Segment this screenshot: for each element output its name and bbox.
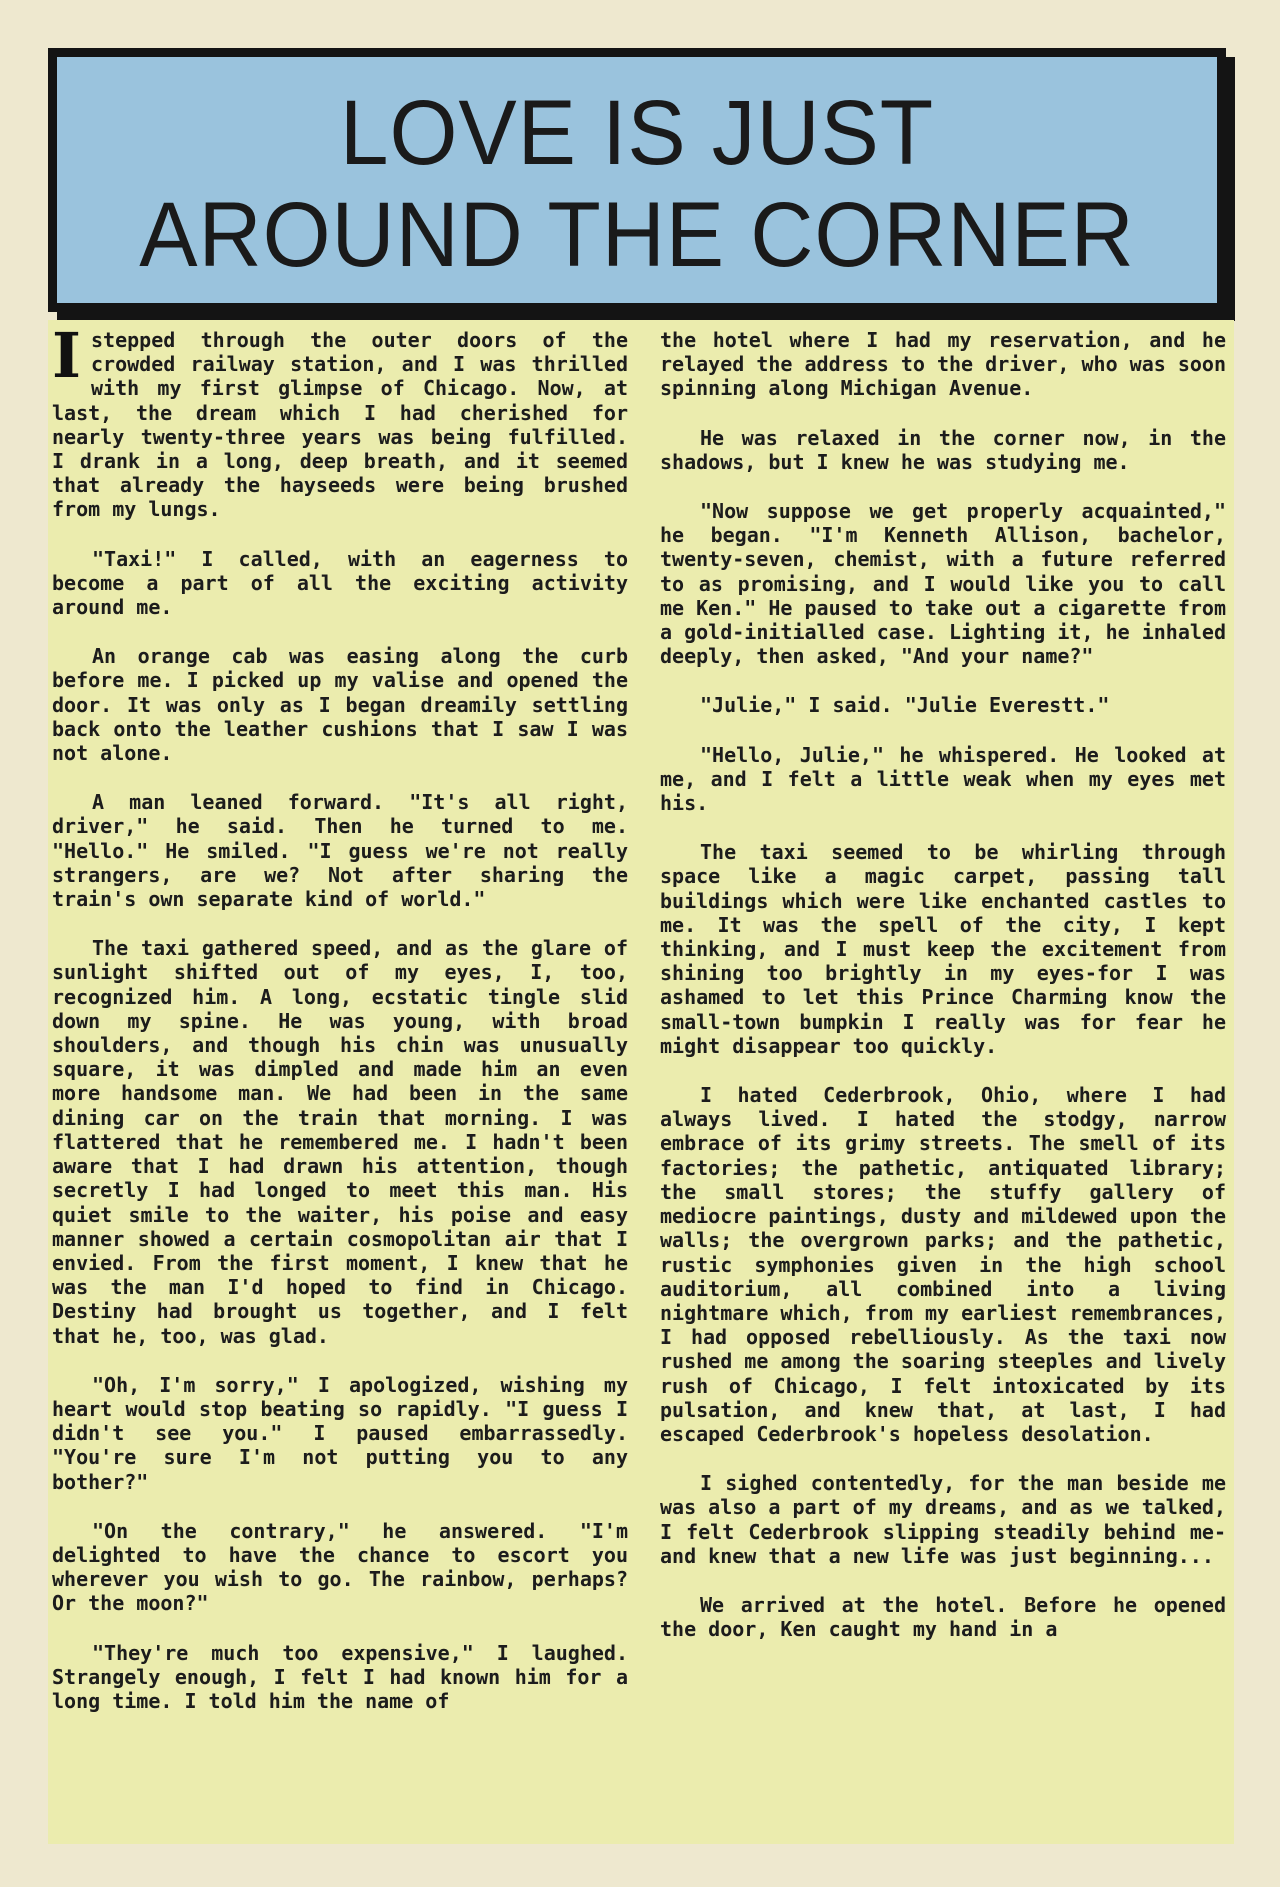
story-column-left — [52, 319, 628, 1738]
paragraph-text: stepped through the outer doors of the crowded railway station, and I was thrilled with my first glimpse of Chicago. Now, at last, the dream which I had cherished for nearly twenty-three years was being fulfilled. I drank in a long, deep breath, and it seemed that already the hayseeds were being brushed from my lungs. — [52, 328, 628, 522]
story-paragraph: He was relaxed in the corner now, in the shadows, but I knew he was studying me. — [660, 425, 1226, 474]
story-paragraph: the hotel where I had my reservation, and he relayed the address to the driver, who was soon spinning along Michigan Avenue. — [660, 328, 1226, 401]
story-paragraph: The taxi seemed to be whirling through space like a magic carpet, passing tall buildings which were like enchanted castles to me. It was the spell of the city, I kept thinking, and I must keep the excitement from shining too brightly in my eyes-for I was ashamed to let this Prince Charming know the small-town bumpkin I really was for fear he might disappear too quickly. — [660, 840, 1226, 1058]
story-paragraph: "Julie," I said. "Julie Everestt." — [700, 693, 1110, 718]
story-paragraph: The taxi gathered speed, and as the glare of sunlight shifted out of my eyes, I, too, recognized him. A long, ecstatic tingle slid down my spine. He was young, with broad shoulders, and though his chin was unusually square, it was dimpled and made him an even more handsome man. We had been in the same dining car on the train that morning. I was flattered that he remembered me. I hadn't been aware that I had drawn his attention, though secretly I had longed to meet this man. His quiet smile to the waiter, his poise and easy manner showed a certain cosmopolitan air that I envied. From the first moment, I knew that he was the man I'd hoped to find in Chicago. Destiny had brought us together, and I felt that he, too, was glad. — [52, 936, 628, 1348]
story-paragraph — [52, 319, 628, 522]
story-paragraph: A man leaned forward. "It's all right, driver," he said. Then he turned to me. "Hello." He smiled. "I guess we're not really strangers, are we? Not after sharing the train's own separate kind of world." — [52, 790, 628, 912]
story-paragraph: "Now suppose we get properly acquainted," he began. "I'm Kenneth Allison, bachelor, twenty-seven, chemist, with a future referred to as promising, and I would like you to call me Ken." He paused to take out a cigarette from a gold-initialled case. Lighting it, he inhaled deeply, then asked, "And your name?" — [660, 499, 1226, 669]
story-paragraph: "Hello, Julie," he whispered. He looked at me, and I felt a little weak when my eyes met his. — [660, 742, 1226, 816]
drop-cap: I — [52, 319, 82, 392]
story-paragraph: I sighed contentedly, for the man beside me was also a part of my dreams, and as we talked, I felt Cederbrook slipping steadily behind me-and knew that a new life was just beginning... — [660, 1471, 1226, 1568]
story-text-panel — [48, 320, 1234, 1844]
story-paragraph: We arrived at the hotel. Before he opened the door, Ken caught my hand in a — [660, 1592, 1226, 1642]
story-title-line-2: AROUND THE CORNER — [139, 184, 1135, 286]
story-paragraph: An orange cab was easing along the curb before me. I picked up my valise and opened the door. It was only as I began dreamily settling back onto the leather cushions that I saw I was not alone. — [52, 644, 628, 766]
title-banner — [48, 48, 1226, 312]
story-paragraph: "Taxi!" I called, with an eagerness to become a part of all the exciting activity around me. — [52, 546, 628, 620]
story-column-right — [660, 328, 1226, 1666]
story-paragraph: "They're much too expensive," I laughed. Strangely enough, I felt I had known him for a long time. I told him the name of — [52, 1640, 628, 1713]
story-paragraph: I hated Cederbrook, Ohio, where I had always lived. I hated the stodgy, narrow embrace of its grimy streets. The smell of its factories; the pathetic, antiquated library; the small stores; the stuffy gallery of mediocre paintings, dusty and mildewed upon the walls; the overgrown parks; and the pathetic, rustic symphonies given in the high school auditorium, all combined into a living nightmare which, from my earliest remembrances, I had opposed rebelliously. As the taxi now rushed me among the soaring steeples and lively rush of Chicago, I felt intoxicated by its pulsation, and knew that, at last, I had escaped Cederbrook's hopeless desolation. — [660, 1083, 1226, 1446]
story-paragraph: "On the contrary," he answered. "I'm delighted to have the chance to escort you wherever you wish to go. The rainbow, perhaps? Or the moon?" — [52, 1518, 628, 1616]
story-paragraph: "Oh, I'm sorry," I apologized, wishing my heart would stop beating so rapidly. "I guess I didn't see you." I paused embarrassedly. "You're sure I'm not putting you to any bother?" — [52, 1372, 628, 1494]
story-title-line-1: LOVE IS JUST — [339, 82, 935, 184]
